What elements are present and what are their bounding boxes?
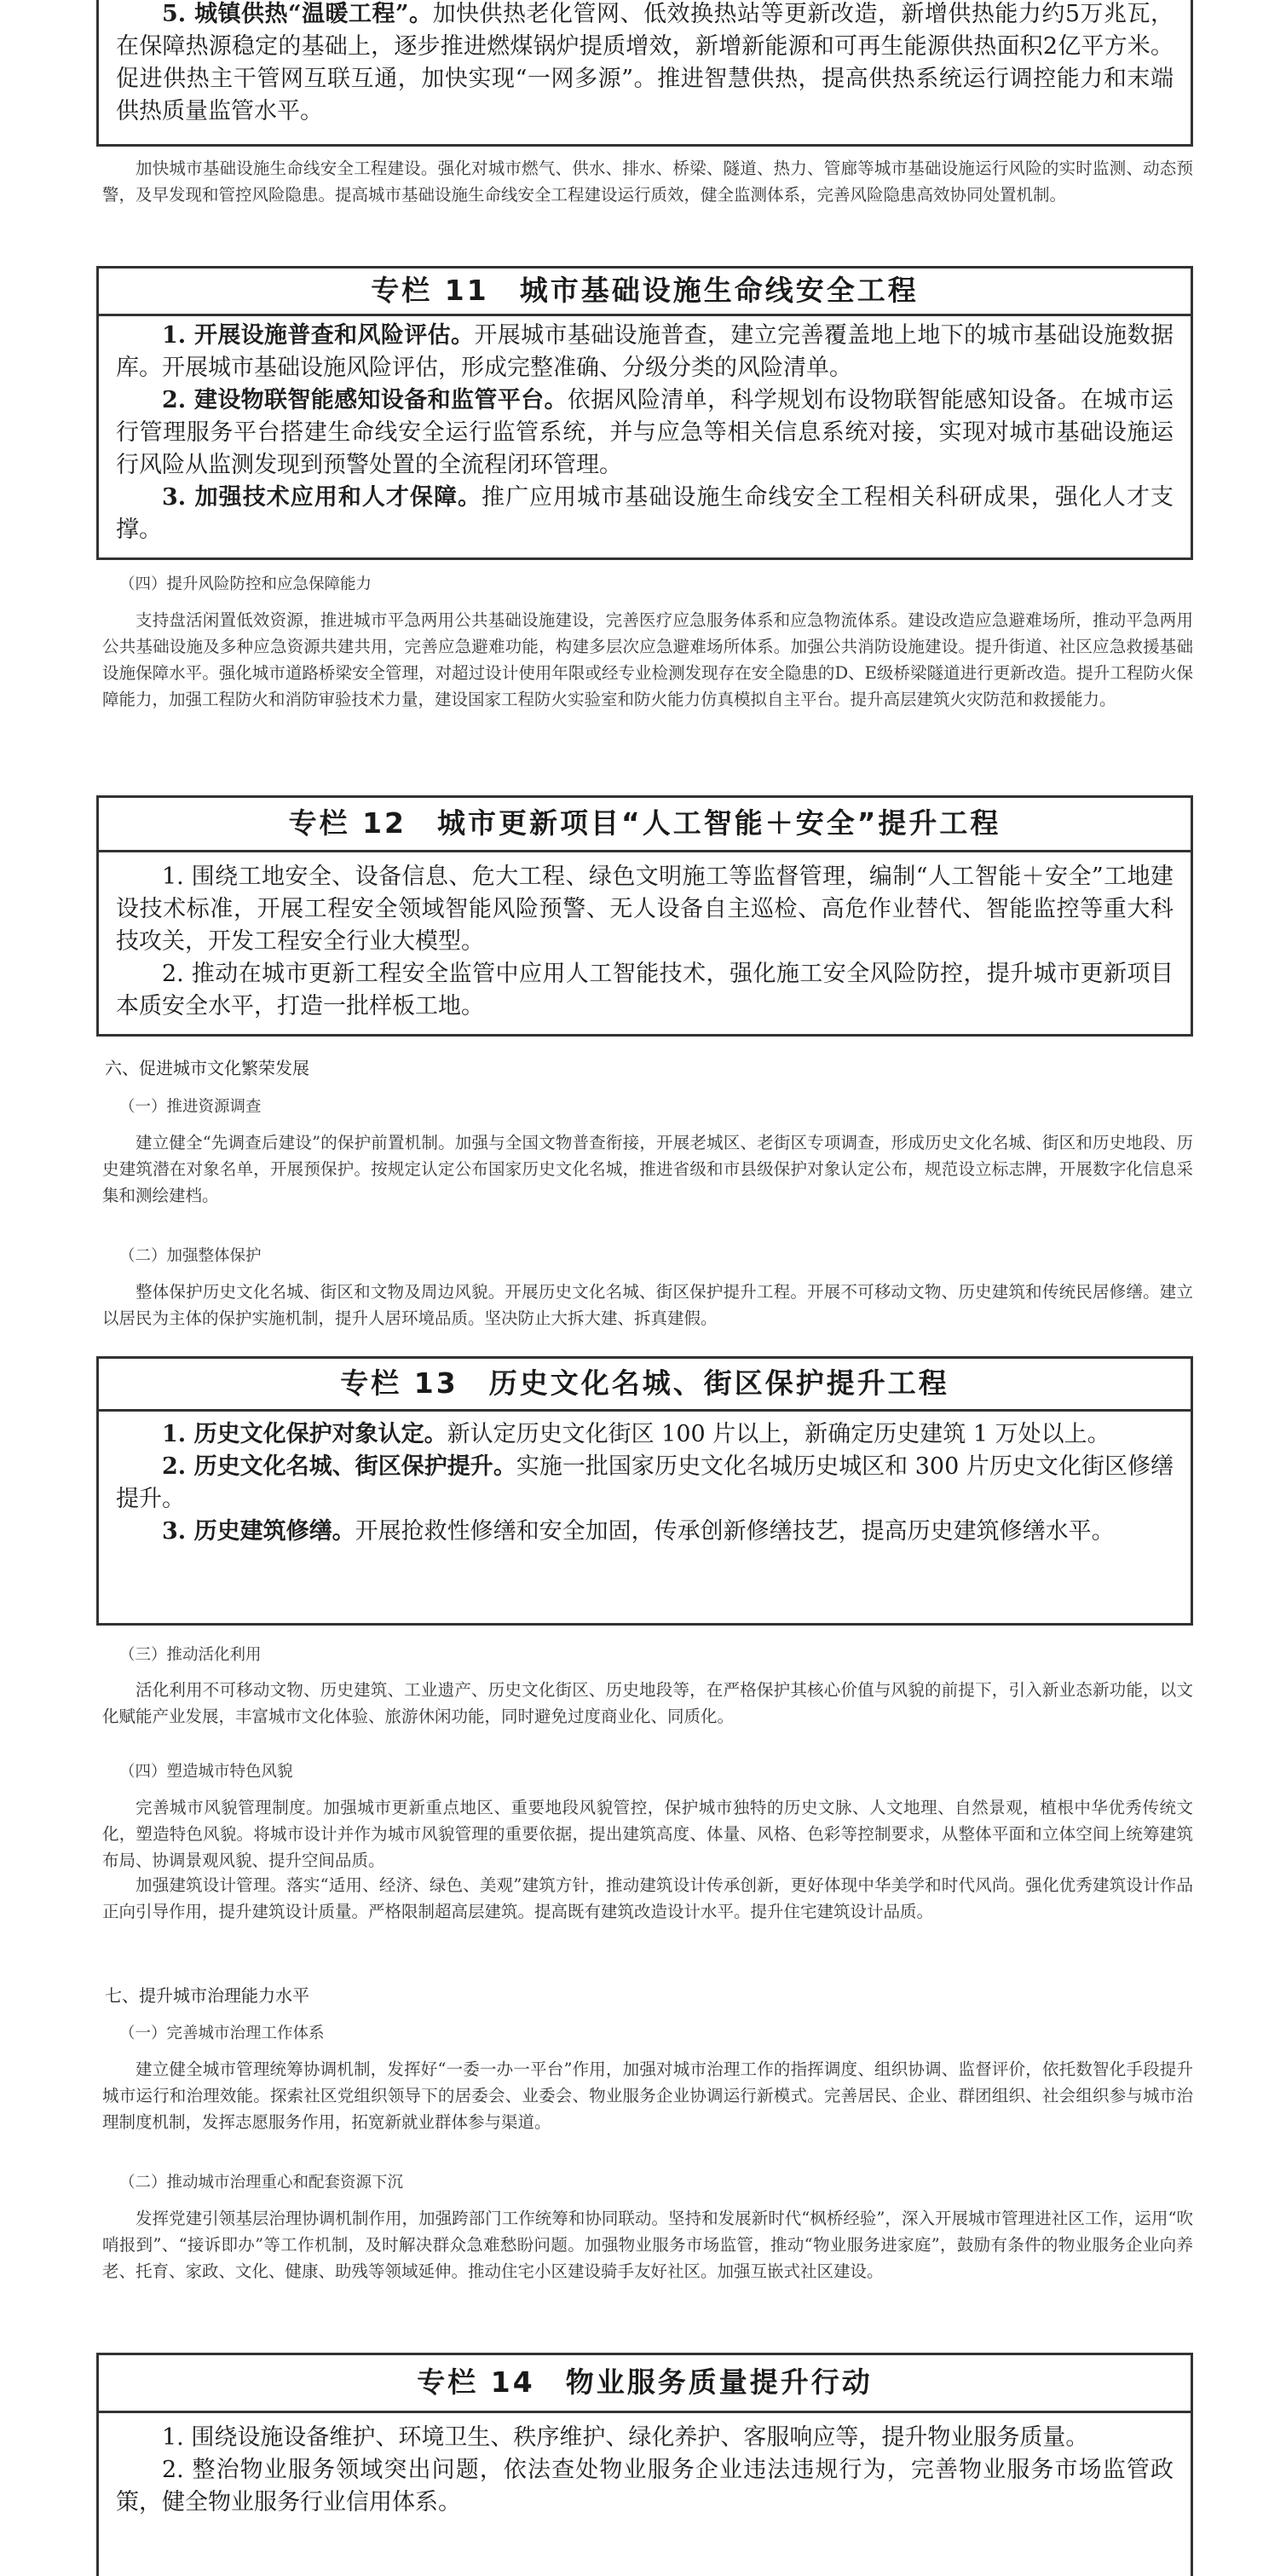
box-14-body	[116, 2413, 1174, 2519]
subheading-6-4: （四）塑造城市特色风貌	[119, 1763, 293, 1781]
section-heading-6: 六、促进城市文化繁荣发展	[105, 1058, 309, 1078]
box-11-item-2: 2. 建设物联智能感知设备和监管平台。依据风险清单，科学规划布设物联智能感知设备。在城市运行管理服务平台搭建生命线安全运行监管系统，并与应急等相关信息系统对接，实现对城市基础设施运行风险从监测发现到预警处置的全流程闭环管理。	[116, 387, 1174, 478]
box-13-item-3: 3. 历史建筑修缮。开展抢救性修缮和安全加固，传承创新修缮技艺，提高历史建筑修缮水平。	[162, 1518, 1115, 1545]
paragraph-risk-control: 支持盘活闲置低效资源，推进城市平急两用公共基础设施建设，完善医疗应急服务体系和应急物流体系。建设改造应急避难场所，推动平急两用公共基础设施及多种应急资源共建共用，完善应急避难功能，构建多层次应急避难场所体系。加强公共消防设施建设。提升街道、社区应急救援基础设施保障水平。强化城市道路桥梁安全管理，对超过设计使用年限或经专业检测发现存在安全隐患的D、E级桥梁隧道进行更新改造。提升工程防火保障能力，加强工程防火和消防审验技术力量，建设国家工程防火实验室和防火能力仿真模拟自主平台。提升高层建筑火灾防范和救援能力。	[102, 610, 1193, 709]
paragraph-7-2: 发挥党建引领基层治理协调机制作用，加强跨部门工作统筹和协同联动。坚持和发展新时代“枫桥经验”，深入开展城市管理进社区工作，运用“吹哨报到”、“接诉即办”等工作机制，及时解决群众急难愁盼问题。加强物业服务市场监管，推动“物业服务进家庭”，鼓励有条件的物业服务企业向养老、托育、家政、文化、健康、助残等领域延伸。推动住宅小区建设骑手友好社区。加强互嵌式社区建设。	[102, 2209, 1193, 2281]
subheading-7-2: （二）推动城市治理重心和配套资源下沉	[119, 2174, 404, 2192]
box-12-body	[116, 852, 1174, 1023]
paragraph-7-1: 建立健全城市管理统筹协调机制，发挥好“一委一办一平台”作用，加强对城市治理工作的指挥调度、组织协调、监督评价，依托数智化手段提升城市运行和治理效能。探索社区党组织领导下的居委会、业委会、物业服务企业协调运行新模式。完善居民、企业、群团组织、社会组织参与城市治理制度机制，发挥志愿服务作用，拓宽新就业群体参与渠道。	[102, 2059, 1193, 2132]
box-14-title: 专栏 14 物业服务质量提升行动	[99, 2355, 1191, 2413]
box-12-title: 专栏 12 城市更新项目“人工智能＋安全”提升工程	[99, 798, 1191, 852]
box-14	[96, 2353, 1193, 2576]
top-box-body	[116, 0, 1174, 128]
subheading-7-1: （一）完善城市治理工作体系	[119, 2024, 325, 2042]
paragraph-6-4: 完善城市风貌管理制度。加强城市更新重点地区、重要地段风貌管控，保护城市独特的历史文脉、人文地理、自然景观，植根中华优秀传统文化，塑造特色风貌。将城市设计并作为城市风貌管理的重要依据，提出建筑高度、体量、风格、色彩等控制要求，从整体平面和立体空间上统筹建筑布局、协调景观风貌、提升空间品质。	[102, 1798, 1193, 1870]
box-13-body	[116, 1412, 1174, 1548]
box-11	[96, 266, 1193, 560]
box-11-body	[116, 316, 1174, 546]
subheading-6-1: （一）推进资源调查	[119, 1098, 262, 1116]
box-13	[96, 1356, 1193, 1626]
box-13-item-2: 2. 历史文化名城、街区保护提升。实施一批国家历史文化名城历史城区和 300 片历史文化街区修缮提升。	[116, 1453, 1174, 1512]
paragraph-6-4b: 加强建筑设计管理。落实“适用、经济、绿色、美观”建筑方针，推动建筑设计传承创新，更好体现中华美学和时代风尚。强化优秀建筑设计作品正向引导作用，提升建筑设计质量。严格限制超高层建筑。提高既有建筑改造设计水平。提升住宅建筑设计品质。	[102, 1875, 1193, 1921]
section-heading-7: 七、提升城市治理能力水平	[105, 1985, 309, 2006]
box-12-item-1: 1. 围绕工地安全、设备信息、危大工程、绿色文明施工等监督管理，编制“人工智能＋安全”工地建设技术标准，开展工程安全领域智能风险预警、无人设备自主巡检、高危作业替代、智能监控等重大科技攻关，开发工程安全行业大模型。	[116, 863, 1174, 955]
paragraph-6-1: 建立健全“先调查后建设”的保护前置机制。加强与全国文物普查衔接，开展老城区、老街区专项调查，形成历史文化名城、街区和历史地段、历史建筑潜在对象名单，开展预保护。按规定认定公布国家历史文化名城，推进省级和市县级保护对象认定公布，规范设立标志牌，开展数字化信息采集和测绘建档。	[102, 1133, 1193, 1205]
box-11-item-1: 1. 开展设施普查和风险评估。开展城市基础设施普查，建立完善覆盖地上地下的城市基础设施数据库。开展城市基础设施风险评估，形成完整准确、分级分类的风险清单。	[116, 322, 1174, 381]
subheading-risk-control: （四）提升风险防控和应急保障能力	[119, 575, 372, 593]
subheading-6-3: （三）推动活化利用	[119, 1646, 262, 1664]
box-13-title: 专栏 13 历史文化名城、街区保护提升工程	[99, 1359, 1191, 1412]
paragraph-lifeline: 加快城市基础设施生命线安全工程建设。强化对城市燃气、供水、排水、桥梁、隧道、热力、管廊等城市基础设施运行风险的实时监测、动态预警，及早发现和管控风险隐患。提高城市基础设施生命线安全工程建设运行质效，健全监测体系，完善风险隐患高效协同处置机制。	[102, 159, 1193, 205]
subheading-6-2: （二）加强整体保护	[119, 1247, 262, 1265]
box-14-item-2: 2. 整治物业服务领域突出问题，依法查处物业服务企业违法违规行为，完善物业服务市场监管政策，健全物业服务行业信用体系。	[116, 2457, 1174, 2515]
box-11-title: 专栏 11 城市基础设施生命线安全工程	[99, 269, 1191, 316]
box-12	[96, 795, 1193, 1037]
paragraph-6-2: 整体保护历史文化名城、街区和文物及周边风貌。开展历史文化名城、街区保护提升工程。开展不可移动文物、历史建筑和传统民居修缮。建立以居民为主体的保护实施机制，提升人居环境品质。坚决防止大拆大建、拆真建假。	[102, 1282, 1193, 1328]
box-14-item-1: 1. 围绕设施设备维护、环境卫生、秩序维护、绿化养护、客服响应等，提升物业服务质量。	[162, 2424, 1089, 2451]
top-box-item-5: 5. 城镇供热“温暖工程”。加快供热老化管网、低效换热站等更新改造，新增供热能力约5万兆瓦，在保障热源稳定的基础上，逐步推进燃煤锅炉提质增效，新增新能源和可再生能源供热面积2亿平方米。促进供热主干管网互联互通，加快实现“一网多源”。推进智慧供热，提高供热系统运行调控能力和末端供热质量监管水平。	[116, 1, 1174, 124]
top-box-continuation	[96, 0, 1193, 147]
box-12-item-2: 2. 推动在城市更新工程安全监管中应用人工智能技术，强化施工安全风险防控，提升城市更新项目本质安全水平，打造一批样板工地。	[116, 961, 1174, 1019]
box-13-item-1: 1. 历史文化保护对象认定。新认定历史文化街区 100 片以上，新确定历史建筑 1 万处以上。	[162, 1421, 1110, 1447]
paragraph-6-3: 活化利用不可移动文物、历史建筑、工业遗产、历史文化街区、历史地段等，在严格保护其核心价值与风貌的前提下，引入新业态新功能，以文化赋能产业发展，丰富城市文化体验、旅游休闲功能，同时避免过度商业化、同质化。	[102, 1680, 1193, 1726]
box-11-item-3: 3. 加强技术应用和人才保障。推广应用城市基础设施生命线安全工程相关科研成果，强化人才支撑。	[116, 484, 1174, 543]
